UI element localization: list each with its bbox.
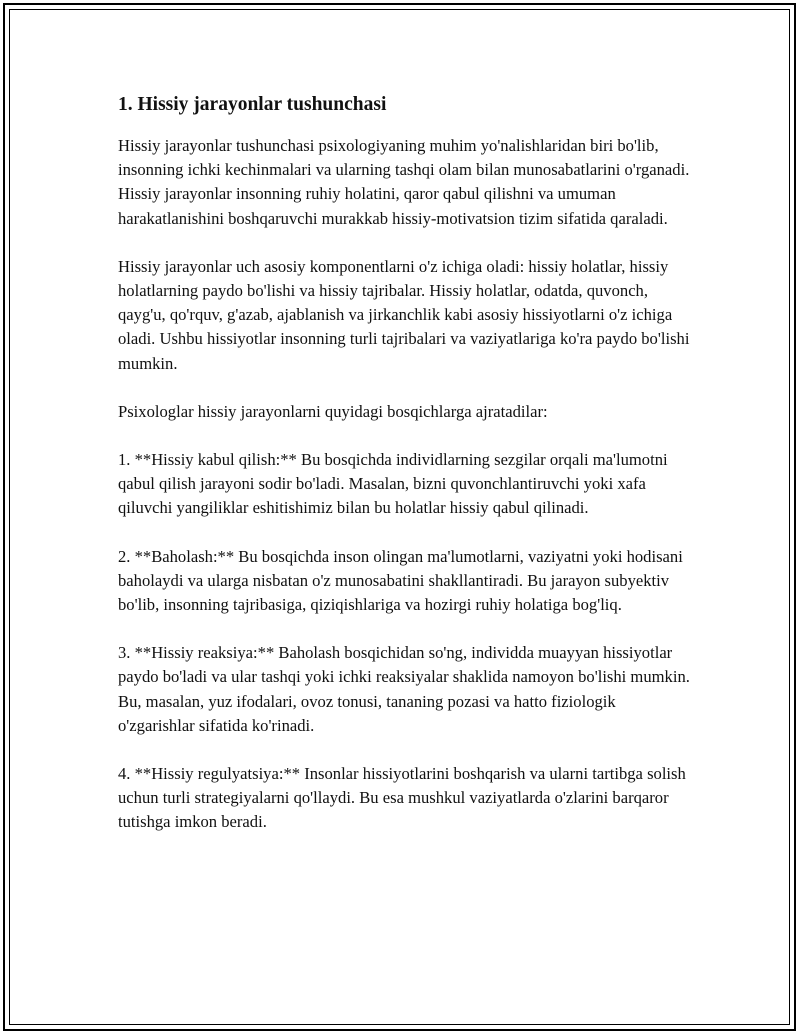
- paragraph-components: Hissiy jarayonlar uch asosiy komponentlarni o'z ichiga oladi: hissiy holatlar, hissiy holatlarning paydo bo'lishi va hissiy tajribalar. Hissiy holatlar, odatda, quvonch, qayg'u, qo'rquv, g'azab, ajablanish va jirkanchlik kabi asosiy hissiyotlarni o'z ichiga oladi. Ushbu hissiyotlar insonning turli tajribalari va vaziyatlariga ko'ra paydo bo'lishi mumkin.: [118, 256, 690, 373]
- paragraph-stage-4: 4. **Hissiy regulyatsiya:** Insonlar hissiyotlarini boshqarish va ularni tartibga solish uchun turli strategiyalarni qo'llaydi. Bu esa mushkul vaziyatlarda o'zlarini barqaror tutishga imkon beradi.: [118, 764, 686, 832]
- document-body: [118, 92, 693, 835]
- paragraph-intro: Hissiy jarayonlar tushunchasi psixologiyaning muhim yo'nalishlaridan biri bo'lib, insonning ichki kechinmalari va ularning tashqi olam bilan munosabatlarini o'rganadi. Hissiy jarayonlar insonning ruhiy holatini, qaror qabul qilishni va umuman harakatlanishini boshqaruvchi murakkab hissiy-motivatsion tizim sifatida qaraladi.: [118, 136, 690, 228]
- section-title: 1. Hissiy jarayonlar tushunchasi: [118, 94, 387, 115]
- paragraph-stage-2: 2. **Baholash:** Bu bosqichda inson olingan ma'lumotlarni, vaziyatni yoki hodisani baholaydi va ularga nisbatan o'z munosabatini shakllantiradi. Bu jarayon subyektiv bo'lib, insonning tajribasiga, qiziqishlariga va hozirgi ruhiy holatiga bog'liq.: [118, 546, 683, 615]
- paragraph-stage-3: 3. **Hissiy reaksiya:** Baholash bosqichidan so'ng, individda muayyan hissiyotlar paydo bo'ladi va ular tashqi yoki ichki reaksiyalar shaklida namoyon bo'lishi mumkin. Bu, masalan, yuz ifodalari, ovoz tonusi, tananing pozasi va hatto fiziologik o'zgarishlar sifatida ko'rinadi.: [118, 643, 690, 735]
- paragraph-stages-intro: Psixologlar hissiy jarayonlarni quyidagi bosqichlarga ajratadilar:: [118, 401, 548, 421]
- paragraph-stage-1: 1. **Hissiy kabul qilish:** Bu bosqichda individlarning sezgilar orqali ma'lumotni qabul qilish jarayoni sodir bo'ladi. Masalan, bizni quvonchlantiruvchi yoki xafa qiluvchi yangiliklar eshitishimiz bilan bu holatlar hissiy qabul qilinadi.: [118, 450, 668, 518]
